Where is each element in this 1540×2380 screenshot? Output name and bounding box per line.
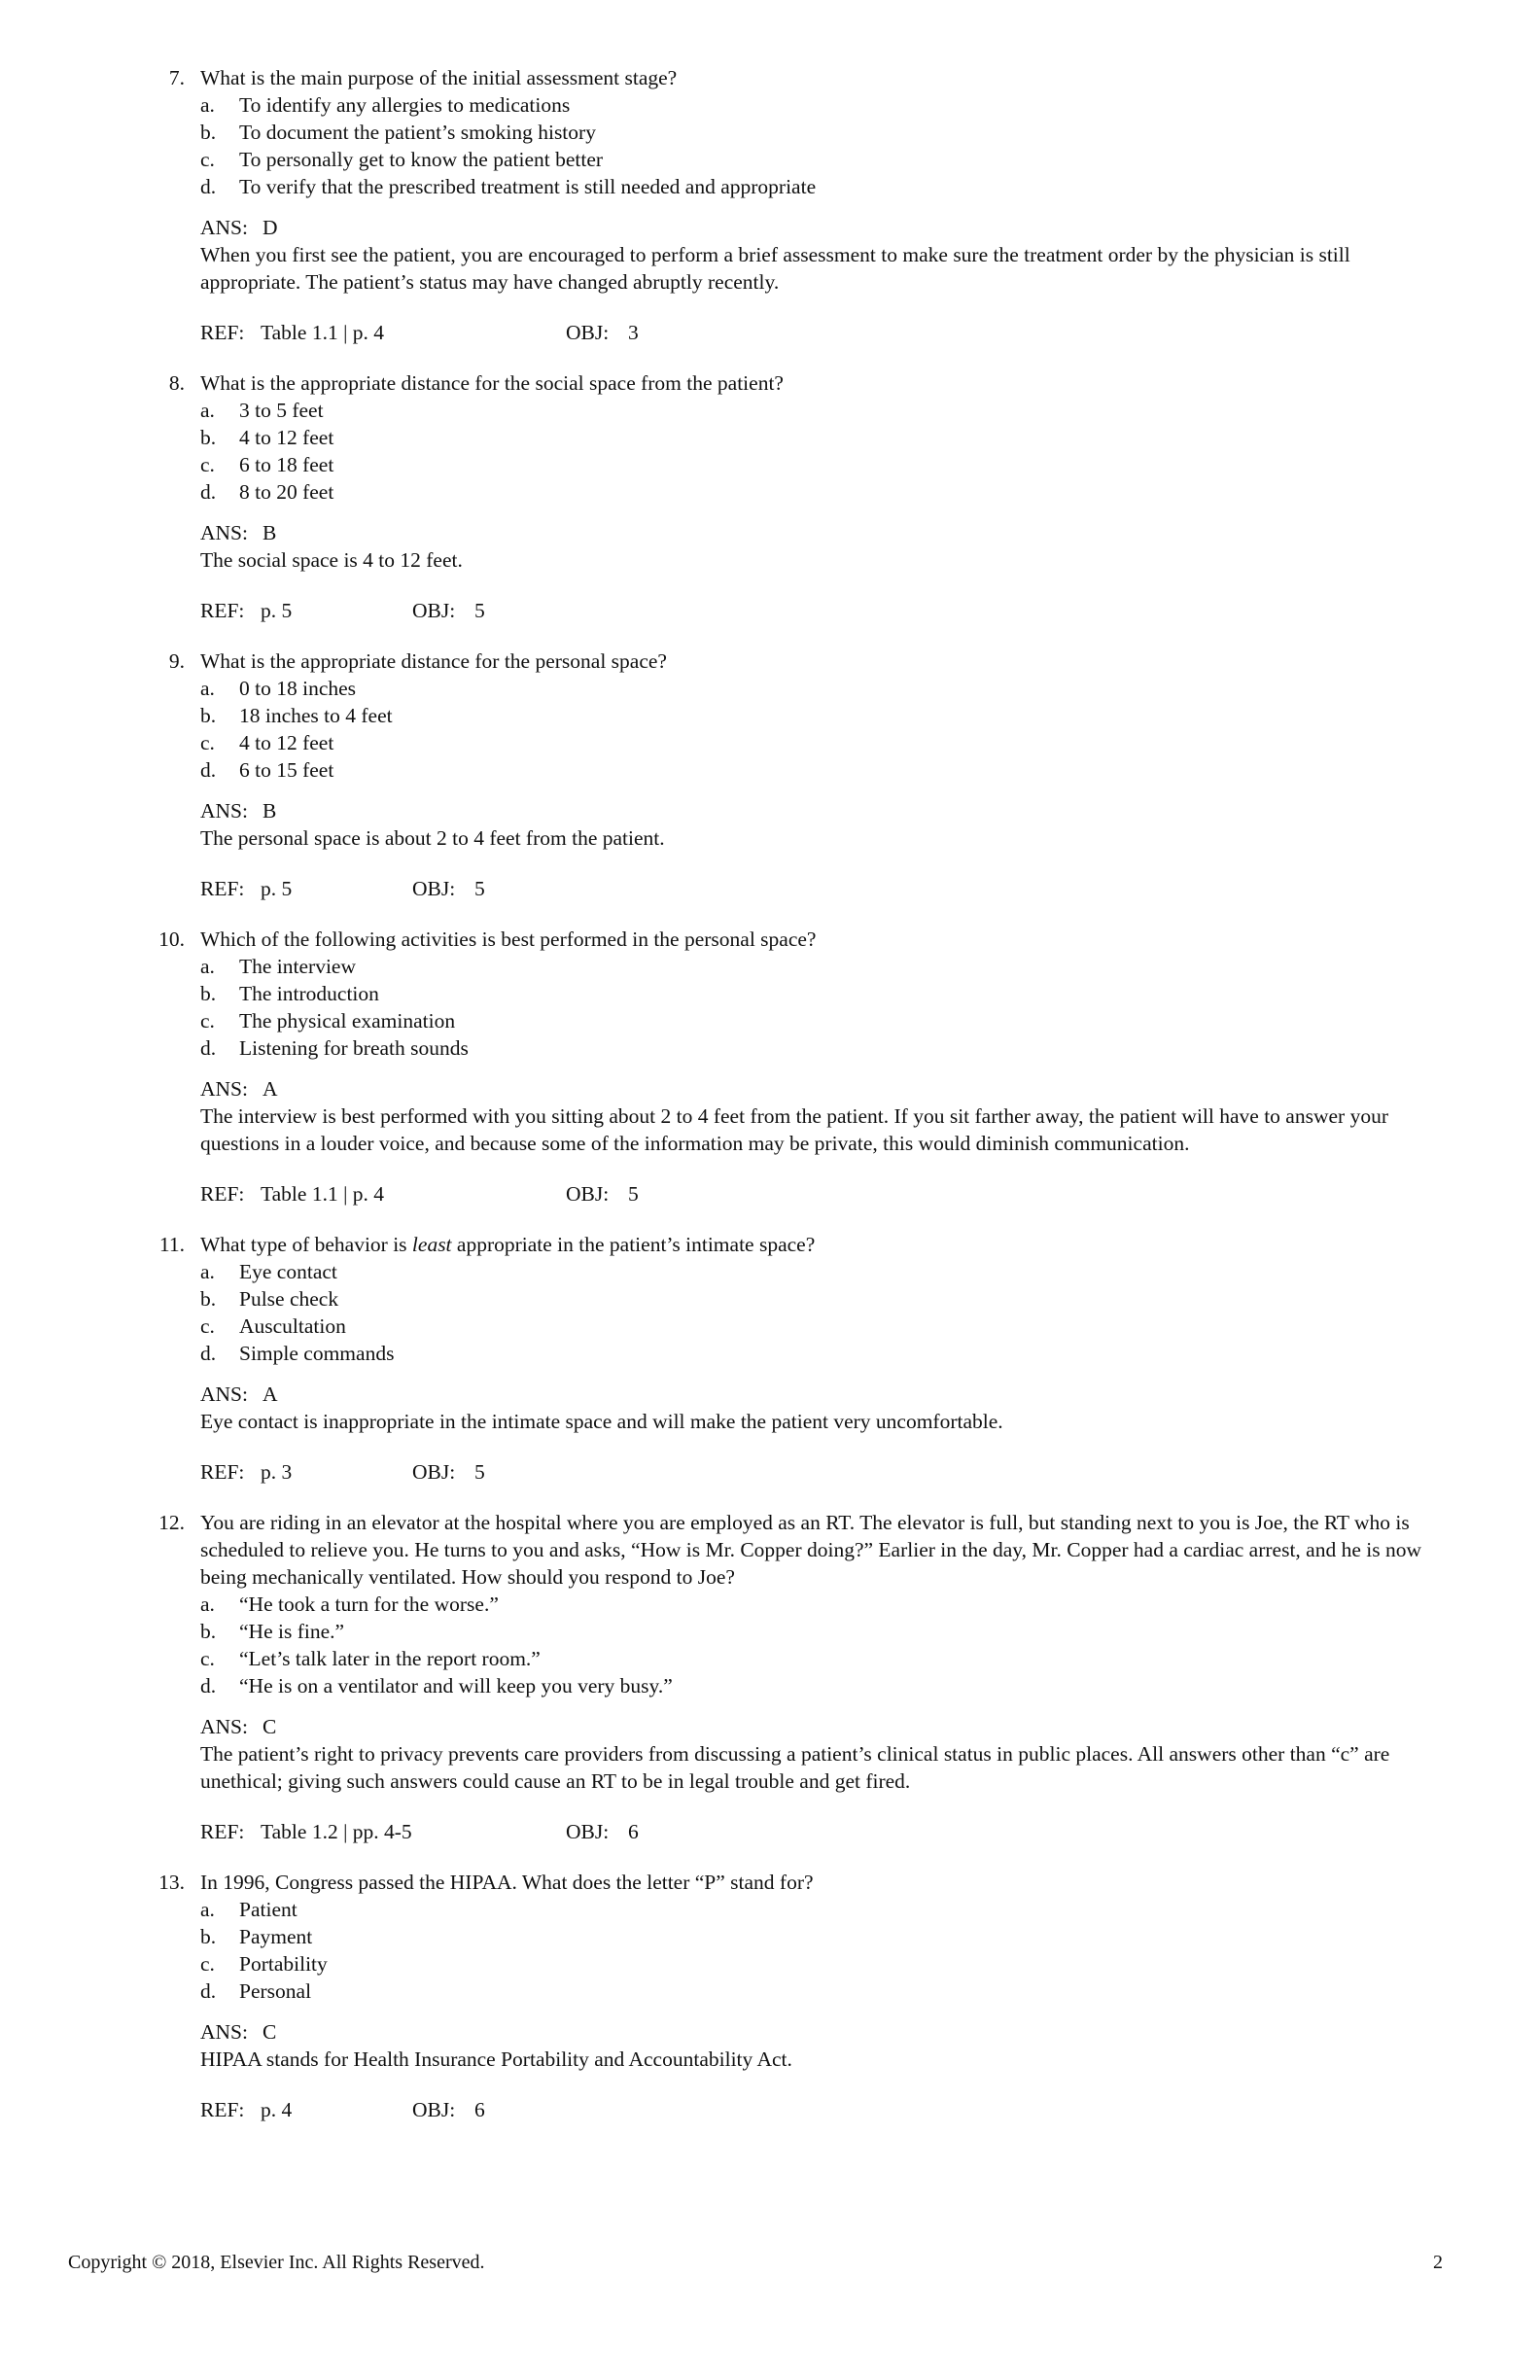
question-text-before: What type of behavior is (200, 1233, 412, 1256)
choice-text: 6 to 15 feet (239, 758, 334, 782)
choice-text: “He is on a ventilator and will keep you very busy.” (239, 1674, 673, 1698)
choice-letter: a. (200, 399, 215, 422)
choice-letter: a. (200, 1898, 215, 1921)
choice-text: Patient (239, 1898, 298, 1921)
question-text: What is the appropriate distance for the social space from the patient? (200, 371, 784, 395)
choice-text: To identify any allergies to medications (239, 93, 571, 117)
answer-explanation: The patient’s right to privacy prevents care providers from discussing a patient’s clinical status in public places. All answers other than “c” are unethical; giving such answers could cause an RT to be in legal trouble and get fired. (200, 1742, 1390, 1793)
answer-label: ANS: (200, 521, 248, 544)
choice-list (158, 1591, 1421, 1699)
answer-line (200, 1075, 1421, 1102)
obj-label: OBJ: (566, 1182, 610, 1206)
question-8 (158, 369, 1421, 624)
choice-list (158, 1258, 1421, 1367)
answer-line (200, 1713, 1421, 1740)
obj-value: 5 (628, 1182, 639, 1206)
choice-letter: b. (200, 1925, 217, 1948)
choice-b (200, 424, 1421, 451)
choice-letter: d. (200, 480, 217, 504)
answer-explanation: The personal space is about 2 to 4 feet from the patient. (200, 826, 665, 850)
choice-text: “He took a turn for the worse.” (239, 1592, 499, 1616)
choice-list (158, 91, 1421, 200)
question-number: 9. (168, 649, 185, 673)
answer-block (158, 797, 1421, 852)
answer-line (200, 1381, 1421, 1408)
copyright-notice: Copyright © 2018, Elsevier Inc. All Rights Reserved. (68, 2252, 485, 2273)
question-number: 8. (168, 371, 185, 395)
choice-text: Personal (239, 1979, 312, 2003)
answer-line (200, 519, 1421, 546)
choice-text: To document the patient’s smoking history (239, 121, 596, 144)
question-10 (158, 926, 1421, 1208)
choice-list (158, 397, 1421, 506)
choice-c (200, 1950, 1421, 1978)
choice-text: The introduction (239, 982, 379, 1005)
question-9 (158, 648, 1421, 902)
choice-a (200, 397, 1421, 424)
choice-letter: c. (200, 148, 215, 171)
answer-value: B (262, 521, 277, 544)
choice-list (158, 953, 1421, 1062)
obj-value: 6 (474, 2098, 485, 2121)
choice-d (200, 173, 1421, 200)
choice-c (200, 451, 1421, 478)
choice-letter: d. (200, 1674, 217, 1698)
choice-text: The physical examination (239, 1009, 456, 1032)
answer-value: C (262, 2020, 277, 2044)
ref-label: REF: (200, 599, 245, 622)
question-text: You are riding in an elevator at the hospital where you are employed as an RT. The elevator is full, but standing next to you is Joe, the RT who is scheduled to relieve you. He turns to you and asks, “How is Mr. Copper doing?” Earlier in the day, Mr. Copper had a cardiac arrest, and he is now being mechanically ventilated. How should you respond to Joe? (200, 1511, 1422, 1589)
obj-value: 5 (474, 599, 485, 622)
ref-value: Table 1.2 | pp. 4-5 (261, 1820, 412, 1843)
choice-letter: b. (200, 982, 217, 1005)
choice-b (200, 1618, 1421, 1645)
choice-c (200, 729, 1421, 756)
choice-text: “He is fine.” (239, 1620, 345, 1643)
choice-c (200, 1007, 1421, 1034)
obj-value: 3 (628, 321, 639, 344)
choice-letter: a. (200, 1260, 215, 1283)
obj-value: 5 (474, 1460, 485, 1484)
choice-d (200, 1672, 1421, 1699)
choice-d (200, 1034, 1421, 1062)
obj-label: OBJ: (566, 321, 610, 344)
choice-letter: d. (200, 175, 217, 198)
ref-value: p. 5 (261, 599, 293, 622)
ref-value: p. 4 (261, 2098, 293, 2121)
answer-label: ANS: (200, 216, 248, 239)
choice-letter: d. (200, 1036, 217, 1060)
choice-letter: c. (200, 1952, 215, 1976)
choice-b (200, 1923, 1421, 1950)
choice-c (200, 146, 1421, 173)
choice-c (200, 1645, 1421, 1672)
choice-b (200, 702, 1421, 729)
question-number: 10. (158, 928, 185, 951)
choice-letter: a. (200, 1592, 215, 1616)
choice-text: Portability (239, 1952, 328, 1976)
answer-label: ANS: (200, 1077, 248, 1101)
question-12 (158, 1509, 1421, 1845)
ref-label: REF: (200, 1460, 245, 1484)
answer-block (158, 1713, 1421, 1795)
choice-letter: a. (200, 677, 215, 700)
ref-label: REF: (200, 2098, 245, 2121)
answer-block (158, 519, 1421, 574)
answer-explanation: Eye contact is inappropriate in the intimate space and will make the patient very uncomfortable. (200, 1410, 1003, 1433)
choice-a (200, 1258, 1421, 1285)
question-number: 12. (158, 1511, 185, 1534)
page-number: 2 (1433, 2252, 1443, 2273)
choice-list (158, 675, 1421, 784)
question-stem (158, 648, 1421, 675)
answer-line (200, 2018, 1421, 2046)
choice-letter: c. (200, 453, 215, 476)
choice-text: 4 to 12 feet (239, 731, 334, 754)
choice-text: Listening for breath sounds (239, 1036, 469, 1060)
choice-letter: a. (200, 955, 215, 978)
ref-label: REF: (200, 877, 245, 900)
question-number: 13. (158, 1871, 185, 1894)
answer-label: ANS: (200, 1715, 248, 1738)
choice-letter: c. (200, 1647, 215, 1670)
ref-value: Table 1.1 | p. 4 (261, 1182, 384, 1206)
reference-line (158, 319, 1421, 346)
obj-value: 5 (474, 877, 485, 900)
answer-label: ANS: (200, 2020, 248, 2044)
question-stem (158, 926, 1421, 953)
ref-label: REF: (200, 321, 245, 344)
choice-d (200, 1340, 1421, 1367)
choice-text: “Let’s talk later in the report room.” (239, 1647, 541, 1670)
choice-letter: c. (200, 1009, 215, 1032)
question-text-after: appropriate in the patient’s intimate space? (451, 1233, 816, 1256)
choice-text: 0 to 18 inches (239, 677, 357, 700)
choice-d (200, 756, 1421, 784)
choice-letter: a. (200, 93, 215, 117)
choice-d (200, 1978, 1421, 2005)
choice-text: 6 to 18 feet (239, 453, 334, 476)
answer-explanation: The social space is 4 to 12 feet. (200, 548, 463, 572)
question-text: What is the appropriate distance for the personal space? (200, 649, 667, 673)
choice-b (200, 980, 1421, 1007)
answer-value: A (262, 1077, 278, 1101)
answer-value: D (262, 216, 278, 239)
choice-text: To verify that the prescribed treatment is still needed and appropriate (239, 175, 817, 198)
obj-label: OBJ: (412, 877, 456, 900)
question-7 (158, 64, 1421, 346)
reference-line (158, 1458, 1421, 1486)
answer-line (200, 797, 1421, 824)
choice-text: 8 to 20 feet (239, 480, 334, 504)
choice-a (200, 953, 1421, 980)
reference-line (158, 2096, 1421, 2123)
obj-label: OBJ: (412, 1460, 456, 1484)
question-text: What is the main purpose of the initial assessment stage? (200, 66, 678, 89)
answer-block (158, 1381, 1421, 1435)
page-footer (68, 2249, 1443, 2276)
choice-a (200, 675, 1421, 702)
ref-label: REF: (200, 1182, 245, 1206)
choice-letter: b. (200, 704, 217, 727)
question-text: In 1996, Congress passed the HIPAA. What does the letter “P” stand for? (200, 1871, 814, 1894)
choice-text: To personally get to know the patient better (239, 148, 604, 171)
question-stem (158, 369, 1421, 397)
question-stem (158, 64, 1421, 91)
answer-block (158, 1075, 1421, 1157)
choice-text: The interview (239, 955, 356, 978)
choice-a (200, 1896, 1421, 1923)
choice-text: Eye contact (239, 1260, 337, 1283)
question-stem (158, 1509, 1421, 1591)
choice-letter: b. (200, 1287, 217, 1311)
choice-b (200, 1285, 1421, 1312)
question-stem (158, 1869, 1421, 1896)
reference-line (158, 1818, 1421, 1845)
choice-letter: b. (200, 426, 217, 449)
ref-value: Table 1.1 | p. 4 (261, 321, 384, 344)
reference-line (158, 597, 1421, 624)
choice-text: 3 to 5 feet (239, 399, 324, 422)
ref-label: REF: (200, 1820, 245, 1843)
obj-value: 6 (628, 1820, 639, 1843)
choice-a (200, 1591, 1421, 1618)
choice-text: 18 inches to 4 feet (239, 704, 393, 727)
question-text (200, 1233, 815, 1256)
choice-b (200, 119, 1421, 146)
choice-text: Payment (239, 1925, 313, 1948)
obj-label: OBJ: (566, 1820, 610, 1843)
answer-explanation: The interview is best performed with you sitting about 2 to 4 feet from the patient. If you sit farther away, the patient will have to answer your questions in a louder voice, and because some of the information may be private, this would diminish communication. (200, 1104, 1388, 1155)
question-text: Which of the following activities is best performed in the personal space? (200, 928, 817, 951)
answer-label: ANS: (200, 1382, 248, 1406)
choice-letter: b. (200, 1620, 217, 1643)
answer-label: ANS: (200, 799, 248, 822)
answer-explanation: When you first see the patient, you are encouraged to perform a brief assessment to make sure the treatment order by the physician is still appropriate. The patient’s status may have changed abruptly recently. (200, 243, 1350, 294)
question-text-emphasis: least (411, 1233, 452, 1256)
choice-letter: b. (200, 121, 217, 144)
answer-block (158, 214, 1421, 296)
question-11 (158, 1231, 1421, 1486)
answer-line (200, 214, 1421, 241)
choice-c (200, 1312, 1421, 1340)
choice-letter: c. (200, 1314, 215, 1338)
choice-text: Auscultation (239, 1314, 346, 1338)
question-stem (158, 1231, 1421, 1258)
choice-d (200, 478, 1421, 506)
obj-label: OBJ: (412, 2098, 456, 2121)
choice-list (158, 1896, 1421, 2005)
choice-letter: d. (200, 758, 217, 782)
ref-value: p. 5 (261, 877, 293, 900)
choice-letter: d. (200, 1342, 217, 1365)
choice-text: 4 to 12 feet (239, 426, 334, 449)
reference-line (158, 875, 1421, 902)
choice-a (200, 91, 1421, 119)
ref-value: p. 3 (261, 1460, 293, 1484)
answer-value: A (262, 1382, 278, 1406)
choice-letter: d. (200, 1979, 217, 2003)
answer-block (158, 2018, 1421, 2073)
question-list (158, 64, 1421, 2147)
question-13 (158, 1869, 1421, 2123)
obj-label: OBJ: (412, 599, 456, 622)
question-number: 7. (168, 66, 185, 89)
answer-explanation: HIPAA stands for Health Insurance Portability and Accountability Act. (200, 2048, 792, 2071)
choice-text: Pulse check (239, 1287, 339, 1311)
reference-line (158, 1180, 1421, 1208)
choice-text: Simple commands (239, 1342, 395, 1365)
question-number: 11. (158, 1233, 185, 1256)
answer-value: C (262, 1715, 277, 1738)
choice-letter: c. (200, 731, 215, 754)
answer-value: B (262, 799, 277, 822)
